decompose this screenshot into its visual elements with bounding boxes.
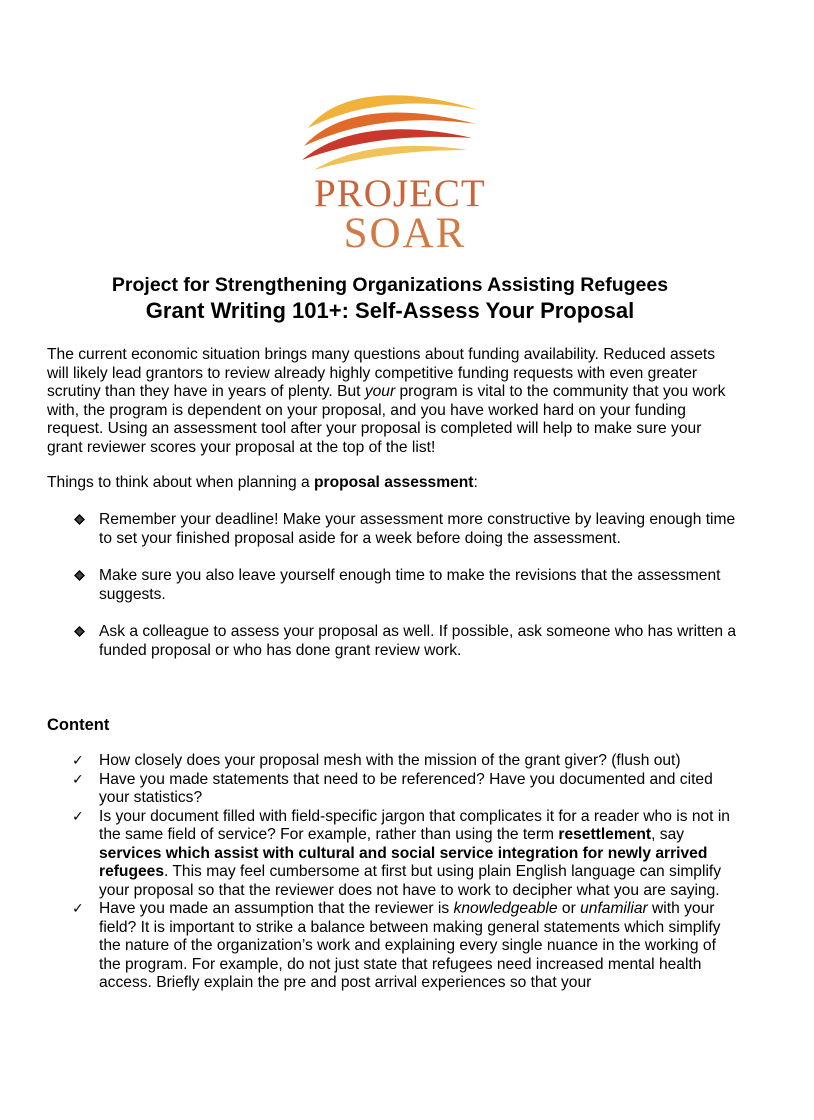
checklist-text: Is your document filled with field-specific jargon that complicates it for a reader who is not in the same field of service? For example, rather than using the term [99, 807, 730, 843]
checkmark-icon: ✓ [72, 901, 84, 917]
checklist-text: . This may feel cumbersome at first but using plain English language can simplify your proposal so that the reviewer does not have to work to decipher what you are saying. [99, 863, 722, 899]
emphasis-unfamiliar: unfamiliar [580, 900, 648, 917]
checklist-text: with your field? It is important to strike a balance between making general statements which simplify the nature of the organization’s work and explaining every single nuance in the working of the program. For example, do not just state that refugees need increased mental health access. Briefly explain the pre and post arrival experiences so that your [99, 900, 721, 991]
intro-paragraph [47, 346, 727, 457]
diamond-bullet-icon [74, 514, 85, 525]
lead-in-text: Things to think about when planning a [47, 474, 315, 491]
document-subtitle: Grant Writing 101+: Self-Assess Your Proposal [145, 298, 635, 323]
lead-in-tail: : [473, 474, 478, 491]
logo-text-soar: SOAR [343, 210, 467, 257]
tip-text: Remember your deadline! Make your assessment more constructive by leaving enough time to set your finished proposal aside for a week before doing the assessment. [99, 511, 736, 547]
list-item [72, 623, 739, 660]
plain-language-example: services which assist with cultural and social service integration for newly arrived refugees [99, 844, 708, 880]
tip-text: Make sure you also leave yourself enough time to make the revisions that the assessment suggests. [99, 567, 721, 603]
document-title: Project for Strengthening Organizations Assisting Refugees [111, 274, 669, 296]
tips-list [72, 511, 752, 679]
diamond-bullet-icon [74, 570, 85, 581]
list-item [72, 511, 739, 548]
checklist-text: How closely does your proposal mesh with the mission of the grant giver? (flush out) [99, 752, 681, 769]
checklist-item [72, 752, 734, 771]
checkmark-icon: ✓ [72, 771, 84, 788]
diamond-bullet-icon [74, 626, 85, 637]
intro-emphasis: your [364, 383, 396, 400]
project-soar-logo [300, 88, 486, 258]
checklist-text: Have you made an assumption that the reviewer is [99, 900, 454, 917]
intro-text-2: program is vital to the community that you work with, the program is dependent on your proposal, and you have worked hard on your funding request. Using an assessment tool after your proposal is completed will help to make sure your grant reviewer scores your proposal at the top of the list! [47, 383, 726, 456]
logo-text-project: PROJECT [314, 172, 486, 215]
emphasis-knowledgeable: knowledgeable [453, 900, 558, 917]
checkmark-icon: ✓ [72, 753, 84, 769]
content-checklist [72, 752, 752, 993]
checkmark-icon: ✓ [72, 808, 84, 825]
checklist-text: or [557, 900, 581, 917]
intro-text-1: The current economic situation brings many questions about funding availability. Reduced assets will likely lead grantors to review already highly competitive funding requests with even greater scrutiny than they have in years of plenty. But [47, 346, 716, 400]
checklist-text: , say [651, 826, 685, 843]
list-item [72, 567, 739, 604]
tip-text: Ask a colleague to assess your proposal as well. If possible, ask someone who has written a funded proposal or who has done grant review work. [99, 623, 737, 659]
content-section-heading: Content [47, 716, 110, 734]
checklist-item [72, 900, 734, 993]
soar-swoosh-icon [300, 88, 480, 178]
assessment-lead-in [47, 474, 478, 493]
checklist-item [72, 808, 734, 901]
jargon-example: resettlement [558, 826, 652, 843]
checklist-item [72, 771, 734, 808]
lead-in-bold: proposal assessment [314, 474, 474, 491]
checklist-text: Have you made statements that need to be referenced? Have you documented and cited your statistics? [99, 770, 713, 806]
